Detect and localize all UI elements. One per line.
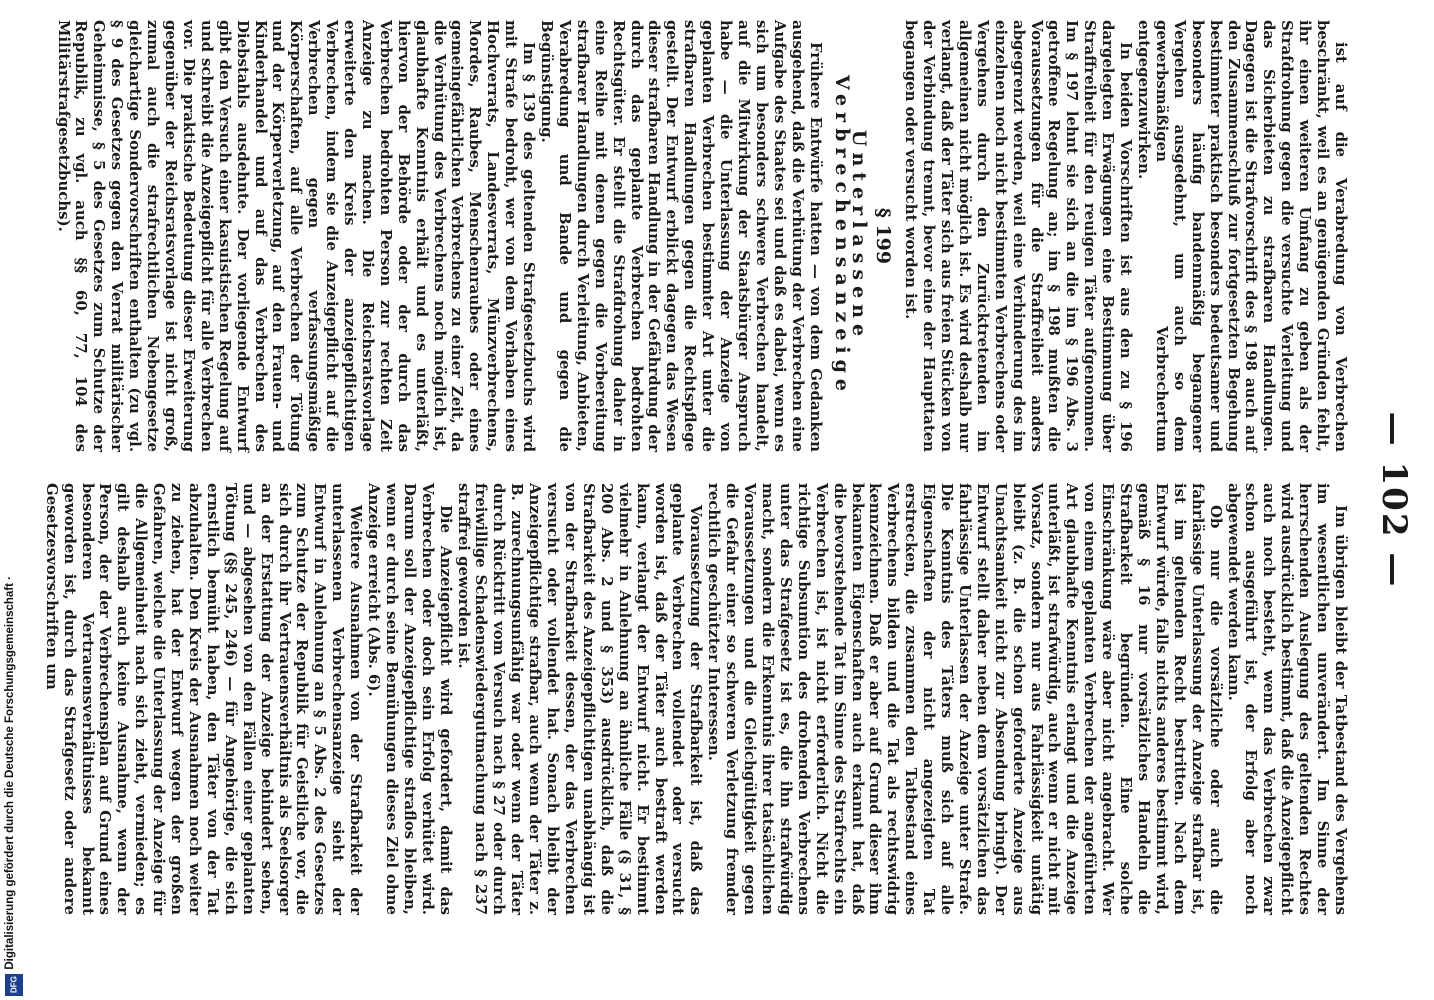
left-column — [54, 20, 1349, 452]
section-title: Unterlassene Verbrechensanzeige — [830, 74, 871, 398]
paragraph: Voraussetzung der Strafbarkeit ist, daß das geplante Verbrechen vollendet oder versucht worden ist, daß der Täter auch bestraft werden kann, verlangt der Entwurf nicht. Er bestimmt vielmehr in Anlehnung an ähnliche Fälle (§ 31, § 200 Abs. 2 und § 353) ausdrücklich, daß die Strafbarkeit des Anzeigepflichtigen unabhängig ist von der Strafbarkeit dessen, der das Verbrechen versucht oder vollendet hat. Sonach bleibt der Anzeigepflichtige strafbar, auch wenn der Täter z. B. zurechnungsunfähig war oder wenn der Täter durch Rücktritt vom Versuch nach § 27 oder durch freiwillige Schadenswiedergutmachung nach § 237 straffrei geworden ist. — [454, 483, 706, 915]
digitization-credit: Digitalisierung gefördert durch die Deutsche Forschungsgemeinschaft · — [4, 576, 16, 970]
paragraph: Die Anzeigepflicht wird gefordert, damit das Verbrechen oder doch sein Erfolg verhütet wird. Darum soll der Anzeigepflichtige straflos bleiben, wenn er durch seine Bemühungen dieses Ziel ohne Anzeige erreicht (Abs. 6). — [365, 483, 455, 915]
paragraph: Im übrigen bleibt der Tatbestand des Vergehens im wesentlichen unverändert. Im Sinne der herrschenden Auslegung des geltenden Rechtes wird ausdrücklich bestimmt, daß die Anzeigepflicht auch noch besteht, wenn das Verbrechen zwar schon ausgeführt ist, der Erfolg aber noch abgewendet werden kann. — [1224, 483, 1350, 915]
section-number: § 199 — [872, 207, 895, 265]
paragraph: ist auf die Verabredung von Verbrechen beschränkt, weil es an genügenden Gründen fehlt, ihr einen weiteren Umfang zu geben als der Strafdrohung gegen die versuchte Verleitung und das Sicherbieten zu strafbaren Handlungen. Dagegen ist die Strafvorschrift des § 198 auch auf den Zusammenschluß zur fortgesetzten Begehung bestimmter praktisch besonders bedeutsamer und besonders häufig bandenmäßig begangener Vergehen ausgedehnt, um auch so dem gewerbsmäßigen Verbrechertum entgegenzuwirken. — [1135, 20, 1350, 452]
paragraph: Ob nur die vorsätzliche oder auch die fahrlässige Unterlassung der Anzeige strafbar ist, ist im geltenden Recht bestritten. Nach dem Entwurf würde, falls nichts anderes bestimmt wird, gemäß § 16 nur vorsätzliches Handeln die Strafbarkeit begründen. Eine solche Einschränkung wäre aber nicht angebracht. Wer von einem geplanten Verbrechen der angeführten Art glaubhafte Kenntnis erlangt und die Anzeige unterläßt, ist strafwürdig, auch wenn er nicht mit Vorsatz, sondern nur aus Fahrlässigkeit untätig bleibt (z. B. die schon geforderte Anzeige aus Unachtsamkeit nicht zur Absendung bringt). Der Entwurf stellt daher neben dem vorsätzlichen das fahrlässige Unterlassen der Anzeige unter Strafe. Die Kenntnis des Täters muß sich auf alle Eigenschaften der nicht angezeigten Tat erstrecken, die zusammen den Tatbestand eines Verbrechens bilden und die Tat als rechtswidrig kennzeichnen. Daß er aber auf Grund dieser ihm bekannten Eigenschaften auch erkannt hat, daß die bevorstehende Tat im Sinne des Strafrechts ein Verbrechen ist, ist nicht erforderlich. Nicht die richtige Subsumtion des drohenden Verbrechens unter das Strafgesetz ist es, die ihn strafwürdig macht, sondern die Erkenntnis ihrer tatsächlichen Voraussetzungen und die Gleichgültigkeit gegen die Gefahr einer so schweren Verletzung fremder rechtlich geschützter Interessen. — [705, 483, 1225, 915]
paragraph: Weitere Ausnahmen von der Strafbarkeit der unterlassenen Verbrechensanzeige sieht der Entwurf in Anlehnung an § 5 Abs. 2 des Gesetzes zum Schutze der Republik für Geistliche vor, die sich durch ihr Vertrauensverhältnis als Seelsorger an der Erstattung der Anzeige behindert sehen, und — abgesehen von den Fällen einer geplanten Tötung (§§ 245, 246) — für Angehörige, die sich ernstlich bemüht haben, den Täter von der Tat abzuhalten. Den Kreis der Ausnahmen noch weiter zu ziehen, hat der Entwurf wegen der großen Gefahren, welche die Unterlassung der Anzeige für die Allgemeinheit nach sich zieht, vermieden; es gilt deshalb auch keine Ausnahme, wenn der Person, der der Verbrechensplan auf Grund eines besonderen Vertrauensverhältnisses bekannt geworden ist, durch das Strafgesetz oder andere Gesetzesvorschriften um — [42, 483, 366, 915]
paragraph: Frühere Entwürfe hatten — von dem Gedanken ausgehend, daß die Verhütung der Verbrechen eine Aufgabe des Staates sei und daß es dabei, wenn es sich um besonders schwere Verbrechen handelt, auf die Mitwirkung der Staatsbürger Anspruch habe — die Unterlassung der Anzeige von geplanten Verbrechen bestimmter Art unter die strafbaren Handlungen gegen die Rechtspflege gestellt. Der Entwurf erblickt dagegen das Wesen dieser strafbaren Handlung in der Gefährdung der durch das geplante Verbrechen bedrohten Rechtsgüter. Er stellt die Strafdrohung daher in eine Reihe mit denen gegen die Vorbereitung strafbarer Handlungen durch Verleitung, Anbieten, Verabredung und Bande und gegen die Begünstigung. — [538, 20, 825, 452]
paragraph: In beiden Vorschriften ist aus den zu § 196 dargelegten Erwägungen eine Bestimmung über Straffreiheit für den reuigen Täter aufgenommen. Im § 197 lehnt sie sich an die im § 196 Abs. 3 getroffene Regelung an; im § 198 mußten die Voraussetzungen für die Straffreiheit anders abgegrenzt werden, weil eine Verhinderung des im einzelnen noch nicht bestimmten Verbrechens oder Vergehens durch den Zurücktretenden im allgemeinen nicht möglich ist. Es wird deshalb nur verlangt, daß der Täter sich aus freien Stücken von der Verbindung trennt, bevor eine der Haupttaten begangen oder versucht worden ist. — [902, 20, 1136, 452]
dfg-logo: DFG — [5, 974, 23, 996]
paragraph: Im § 139 des geltenden Strafgesetzbuchs wird mit Strafe bedroht, wer von dem Vorhaben eines Hochverrats, Landesverrats, Münzverbrechens, Mordes, Raubes, Menschenraubes oder eines gemeingefährlichen Verbrechens zu einer Zeit, da die Verhütung des Verbrechens noch möglich ist, glaubhafte Kenntnis erhält und es unterläßt, hiervon der Behörde oder der durch das Verbrechen bedrohten Person zur rechten Zeit Anzeige zu machen. Die Reichsratsvorlage erweiterte den Kreis der anzeigepflichtigen Verbrechen, indem sie die Anzeigepflicht auf die Verbrechen gegen verfassungsmäßige Körperschaften, auf alle Verbrechen der Tötung und der Körperverletzung, auf den Frauen- und Kinderhandel und auf das Verbrechen des Diebstahls ausdehnte. Der vorliegende Entwurf gibt den Versuch einer kasuistischen Regelung auf und schreibt die Anzeigepflicht für alle Verbrechen vor. Die praktische Bedeutung dieser Erweiterung gegenüber der Reichsratsvorlage ist nicht groß, zumal auch die strafrechtlichen Nebengesetze gleichartige Sondervorschriften enthalten (zu vgl. § 9 des Gesetzes gegen den Verrat militärischer Geheimnisse, § 5 des Gesetzes zum Schutze der Republik, zu vgl. auch §§ 60, 77, 104 des Militärstrafgesetzbuchs). — [54, 20, 539, 452]
right-column — [42, 483, 1349, 915]
page-number: — 102 — — [1374, 411, 1414, 589]
